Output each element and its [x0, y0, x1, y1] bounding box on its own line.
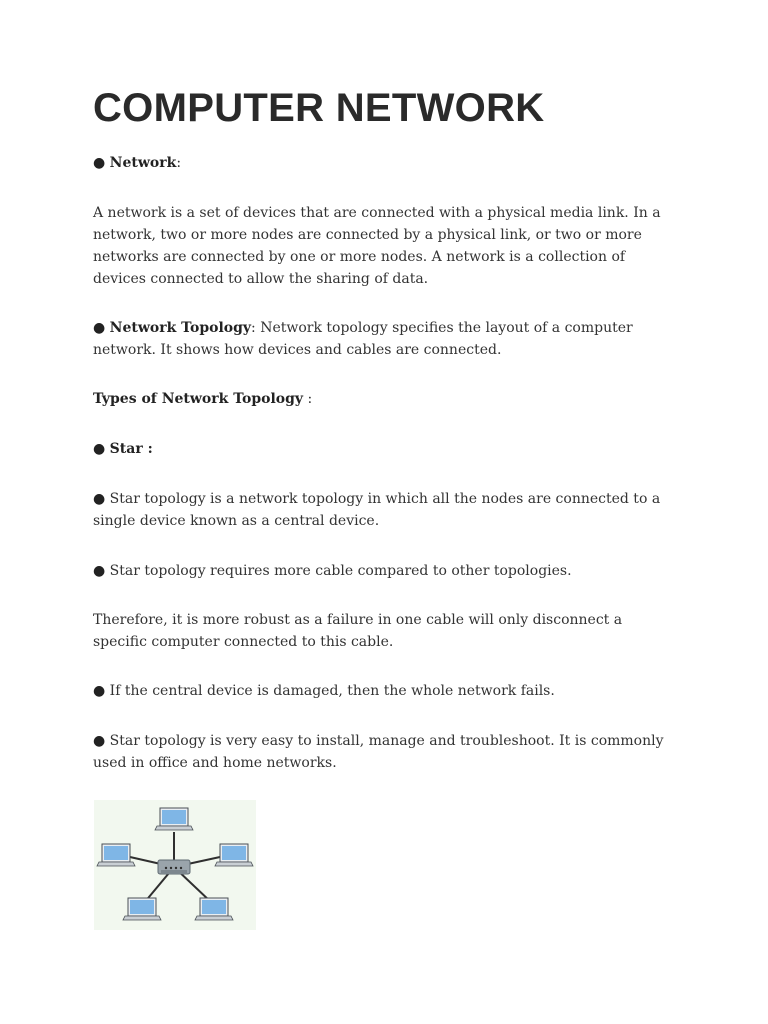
laptop-icon-bottom-right: [195, 898, 233, 920]
laptop-icon-right: [215, 844, 253, 866]
star-point-1: [93, 488, 673, 532]
topology-paragraph: [93, 317, 673, 361]
star-point-4: [93, 680, 673, 702]
types-term: Types of Network Topology: [93, 391, 304, 407]
star-term: Star :: [109, 441, 153, 457]
network-heading: [93, 152, 673, 174]
bullet: ●: [93, 491, 106, 507]
bullet: ●: [93, 683, 106, 699]
star-topology-diagram: [94, 800, 256, 930]
star-point-3: Therefore, it is more robust as a failure in one cable will only disconnect a specific computer connected to this cable.: [93, 612, 623, 650]
star-point-4-text: If the central device is damaged, then the whole network fails.: [109, 683, 555, 699]
bullet: ●: [93, 563, 106, 579]
bullet: ●: [93, 733, 106, 749]
star-point-2: [93, 560, 673, 582]
topology-term: Network Topology: [109, 320, 252, 336]
laptop-icon-top: [155, 808, 193, 830]
page-title: COMPUTER NETWORK: [93, 86, 545, 130]
network-definition: A network is a set of devices that are connected with a physical media link. In a network, two or more nodes are connected by a physical link, or two or more networks are connected by one or more nodes. A network is a collection of devices connected to allow the sharing of data.: [93, 205, 661, 287]
hub-icon: [158, 860, 190, 874]
star-point-2-text: Star topology requires more cable compared to other topologies.: [109, 563, 572, 579]
star-point-1-text: Star topology is a network topology in which all the nodes are connected to a single device known as a central device.: [93, 491, 661, 529]
laptop-icon-bottom-left: [123, 898, 161, 920]
topology-text: : Network topology specifies the layout of a computer network. It shows how devices and cables are connected.: [93, 320, 633, 358]
bullet: ●: [93, 441, 106, 457]
network-term: Network: [109, 155, 177, 171]
types-suffix: :: [303, 391, 313, 407]
star-point-5: [93, 730, 673, 774]
types-heading: [93, 388, 673, 410]
bullet: ●: [93, 320, 106, 336]
star-point-5-text: Star topology is very easy to install, manage and troubleshoot. It is commonly used in office and home networks.: [93, 733, 664, 771]
star-heading: [93, 438, 673, 460]
network-suffix: :: [176, 155, 182, 171]
laptop-icon-left: [97, 844, 135, 866]
bullet: ●: [93, 155, 106, 171]
